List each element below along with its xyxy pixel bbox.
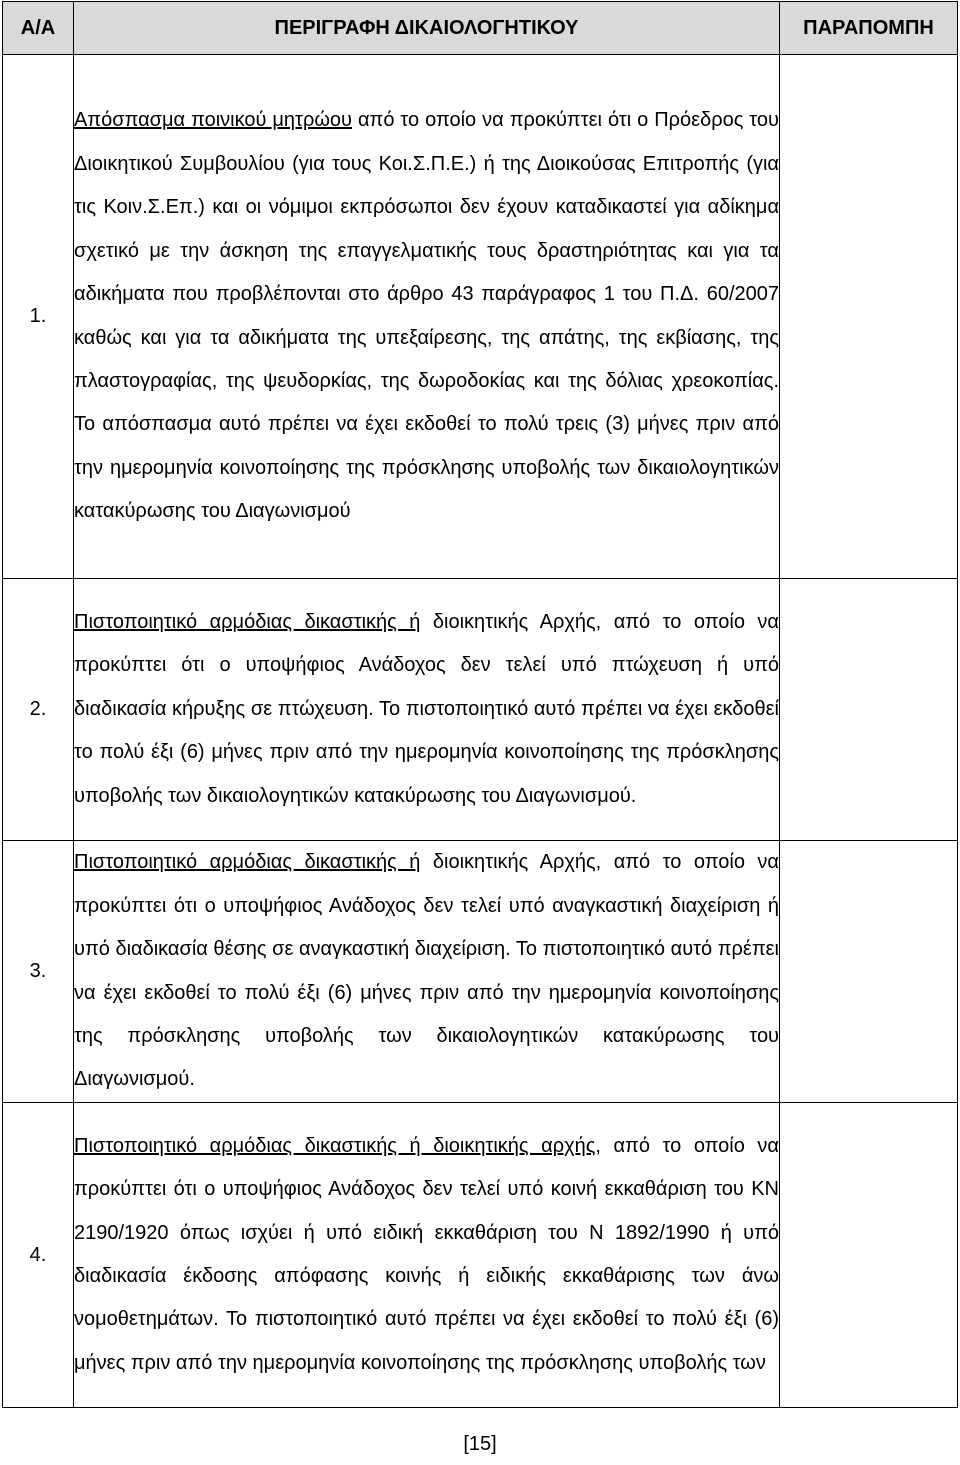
row-description [74, 579, 780, 841]
row-number: 4. [3, 1103, 74, 1408]
table-header-row [3, 2, 958, 55]
row-number: 3. [3, 841, 74, 1103]
underlined-document-title: Πιστοποιητικό αρμόδιας δικαστικής ή [74, 851, 421, 874]
table-row [3, 1103, 958, 1408]
underlined-document-title: Πιστοποιητικό αρμόδιας δικαστικής ή διοικητικής αρχής [74, 1134, 596, 1157]
row-reference [780, 841, 958, 1103]
table-row [3, 55, 958, 579]
requirements-table [2, 1, 958, 1408]
underlined-document-title: Πιστοποιητικό αρμόδιας δικαστικής ή [74, 610, 421, 633]
row-description [74, 55, 780, 579]
header-description: ΠΕΡΙΓΡΑΦΗ ΔΙΚΑΙΟΛΟΓΗΤΙΚΟΥ [74, 2, 780, 55]
description-text: διοικητικής Αρχής, από το οποίο να προκύπτει ότι ο υποψήφιος Ανάδοχος δεν τελεί υπό αναγκαστική διαχείριση ή υπό διαδικασία θέσης σε αναγκαστική διαχείριση. Το πιστοποιητικό αυτό πρέπει να έχει εκδοθεί το πολύ έξι (6) μήνες πριν από την ημερομηνία κοινοποίησης της πρόσκλησης υποβολής των δικαιολογητικών κατακύρωσης του Διαγωνισμού. [74, 851, 779, 1091]
header-index: Α/Α [3, 2, 74, 55]
header-reference: ΠΑΡΑΠΟΜΠΗ [780, 2, 958, 55]
row-reference [780, 55, 958, 579]
page-number: [15] [463, 1433, 497, 1455]
description-text: , από το οποίο να προκύπτει ότι ο υποψήφιος Ανάδοχος δεν τελεί υπό κοινή εκκαθάριση του ΚΝ 2190/1920 όπως ισχύει ή υπό ειδική εκκαθάριση του Ν 1892/1990 ή υπό διαδικασία έκδοσης απόφασης κοινής ή ειδικής εκκαθάρισης των άνω νομοθετημάτων. Το πιστοποιητικό αυτό πρέπει να έχει εκδοθεί το πολύ έξι (6) μήνες πριν από την ημερομηνία κοινοποίησης της πρόσκλησης υποβολής των [74, 1134, 779, 1374]
description-text: από το οποίο να προκύπτει ότι ο Πρόεδρος του Διοικητικού Συμβουλίου (για τους Κοι.Σ.Π.Ε.) ή της Διοικούσας Επιτροπής (για τις Κοιν.Σ.Επ.) και οι νόμιμοι εκπρόσωποι δεν έχουν καταδικαστεί για αδίκημα σχετικό με την άσκηση της επαγγελματικής τους δραστηριότητας και για τα αδικήματα που προβλέπονται στο άρθρο 43 παράγραφος 1 του Π.Δ. 60/2007 καθώς και για τα αδικήματα της υπεξαίρεσης, της απάτης, της εκβίασης, της πλαστογραφίας, της ψευδορκίας, της δωροδοκίας και της δόλιας χρεοκοπίας. Το απόσπασμα αυτό πρέπει να έχει εκδοθεί το πολύ τρεις (3) μήνες πριν από την ημερομηνία κοινοποίησης της πρόσκλησης υποβολής των δικαιολογητικών κατακύρωσης του Διαγωνισμού [74, 109, 779, 523]
row-reference [780, 579, 958, 841]
row-description [74, 841, 780, 1103]
row-description [74, 1103, 780, 1408]
row-number: 1. [3, 55, 74, 579]
table-row [3, 579, 958, 841]
row-reference [780, 1103, 958, 1408]
underlined-document-title: Απόσπασμα ποινικού μητρώου [74, 109, 352, 132]
row-number: 2. [3, 579, 74, 841]
description-text: διοικητικής Αρχής, από το οποίο να προκύπτει ότι ο υποψήφιος Ανάδοχος δεν τελεί υπό πτώχευση ή υπό διαδικασία κήρυξης σε πτώχευση. Το πιστοποιητικό αυτό πρέπει να έχει εκδοθεί το πολύ έξι (6) μήνες πριν από την ημερομηνία κοινοποίησης της πρόσκλησης υποβολής των δικαιολογητικών κατακύρωσης του Διαγωνισμού. [74, 610, 779, 807]
table-row [3, 841, 958, 1103]
